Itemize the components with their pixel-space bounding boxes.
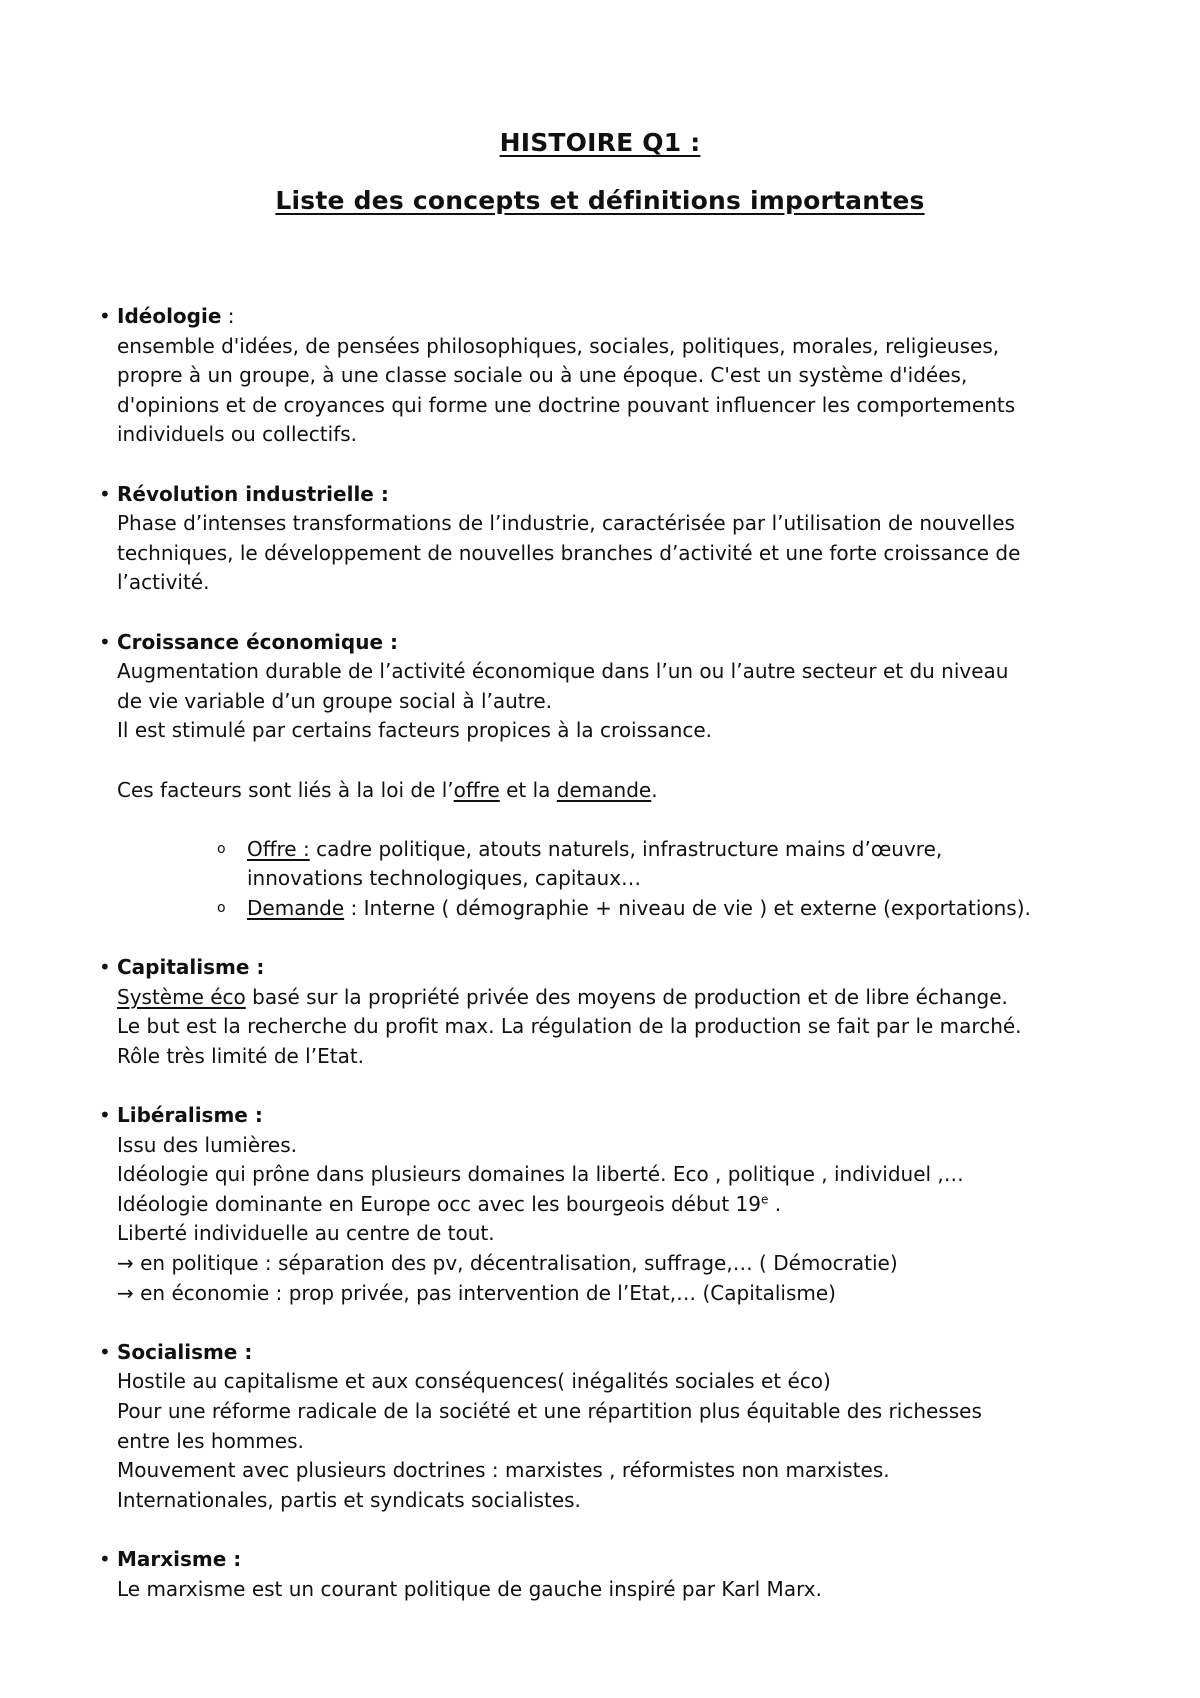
definition-ideologie [99,302,1137,450]
definition-line: d'opinions et de croyances qui forme une doctrine pouvant influencer les comportements [117,392,1016,417]
definition-heading [99,1101,1137,1131]
definition-line: entre les hommes. [117,1428,304,1453]
heading-text: Libéralisme : [117,1103,263,1128]
heading-text: Capitalisme : [117,955,265,980]
definition-line: propre à un groupe, à une classe sociale ou à une époque. C'est un système d'idées, [117,363,968,388]
definition-heading [99,302,1137,332]
definition-revolution-industrielle [99,480,1137,598]
offre-continuation: innovations technologiques, capitaux… [247,866,642,891]
heading-colon: : [221,304,235,328]
definition-heading [99,953,1137,983]
line-rest: basé sur la propriété privée des moyens de production et de libre échange. [245,984,1008,1009]
definition-line [117,983,1137,1013]
definition-line: de vie variable d’un groupe social à l’autre. [117,688,553,713]
definition-line: Idéologie qui prône dans plusieurs domaines la liberté. Eco , politique , individuel ,… [117,1162,964,1187]
bullet-icon: • [99,1339,111,1364]
definition-croissance-economique [99,628,1137,924]
factors-middle: et la [499,777,557,802]
definition-line: Pour une réforme radicale de la société et une répartition plus équitable des richesses [117,1398,982,1423]
factors-end: . [651,777,658,802]
heading-text: Croissance économique : [117,629,398,654]
definition-marxisme [99,1545,1137,1604]
page-title: HISTOIRE Q1 : [499,128,701,157]
definition-line: Hostile au capitalisme et aux conséquences( inégalités sociales et éco) [117,1369,831,1394]
definition-line: Internationales, partis et syndicats socialistes. [117,1487,581,1512]
superscript-e: e [761,1192,769,1207]
definition-line: l’activité. [117,570,210,595]
definition-line: Phase d’intenses transformations de l’industrie, caractérisée par l’utilisation de nouvelles [117,511,1015,536]
definition-heading [99,628,1137,658]
definition-line: Le but est la recherche du profit max. La régulation de la production se fait par le marché. [117,1014,1022,1039]
circle-bullet-icon: o [217,899,226,916]
bullet-icon: • [99,955,111,980]
definition-socialisme [99,1338,1137,1516]
demande-label: Demande [247,895,345,920]
arrow-line-politique: → en politique : séparation des pv, décentralisation, suffrage,… ( Démocratie) [117,1251,898,1275]
definition-line: Le marxisme est un courant politique de gauche inspiré par Karl Marx. [117,1576,822,1601]
definition-line: Rôle très limité de l’Etat. [117,1043,365,1068]
definition-line: Mouvement avec plusieurs doctrines : marxistes , réformistes non marxistes. [117,1458,890,1483]
definition-line: Il est stimulé par certains facteurs propices à la croissance. [117,718,713,743]
line-text: Idéologie dominante en Europe occ avec les bourgeois début 19 [117,1191,761,1216]
heading-text: Marxisme : [117,1546,242,1571]
sublist-item-demande [217,894,1137,924]
demande-term: demande [556,777,652,802]
factors-line [117,776,1137,806]
bullet-icon: • [99,1546,111,1571]
demande-text: : Interne ( démographie + niveau de vie ) et externe (exportations). [344,895,1031,920]
bullet-icon: • [99,304,111,328]
bullet-icon: • [99,481,111,506]
offre-term: offre [453,777,500,802]
page-subtitle: Liste des concepts et définitions importantes [275,186,925,215]
factors-prefix: Ces facteurs sont liés à la loi de l’ [117,777,454,802]
definition-liberalisme [99,1101,1137,1308]
bullet-icon: • [99,629,111,654]
definition-line: individuels ou collectifs. [117,422,358,447]
systeme-eco-term: Système éco [117,984,246,1009]
definition-heading [99,1545,1137,1575]
definition-capitalisme [99,953,1137,1071]
heading-text: Idéologie [117,304,222,328]
definition-line: ensemble d'idées, de pensées philosophiques, sociales, politiques, morales, religieuses, [117,333,1000,358]
circle-bullet-icon: o [217,840,226,857]
heading-text: Révolution industrielle : [117,481,389,506]
offre-label: Offre : [247,836,310,861]
arrow-line-economie: → en économie : prop privée, pas intervention de l’Etat,… (Capitalisme) [117,1280,836,1305]
definition-line: techniques, le développement de nouvelles branches d’activité et une forte croissance de [117,540,1021,565]
blank-line [117,746,1137,776]
definition-line [117,1190,1137,1220]
factors-sublist [217,835,1137,924]
definition-line: Issu des lumières. [117,1132,297,1157]
definition-line: Augmentation durable de l’activité économique dans l’un ou l’autre secteur et du niveau [117,659,1009,684]
definition-line: Liberté individuelle au centre de tout. [117,1221,495,1246]
definition-heading [99,480,1137,510]
line-end: . [768,1191,782,1216]
heading-text: Socialisme : [117,1339,253,1364]
bullet-icon: • [99,1103,111,1128]
definition-heading [99,1338,1137,1368]
sublist-item-offre [217,835,1137,894]
definitions-list [99,302,1137,1634]
offre-text: cadre politique, atouts naturels, infrastructure mains d’œuvre, [309,836,943,861]
